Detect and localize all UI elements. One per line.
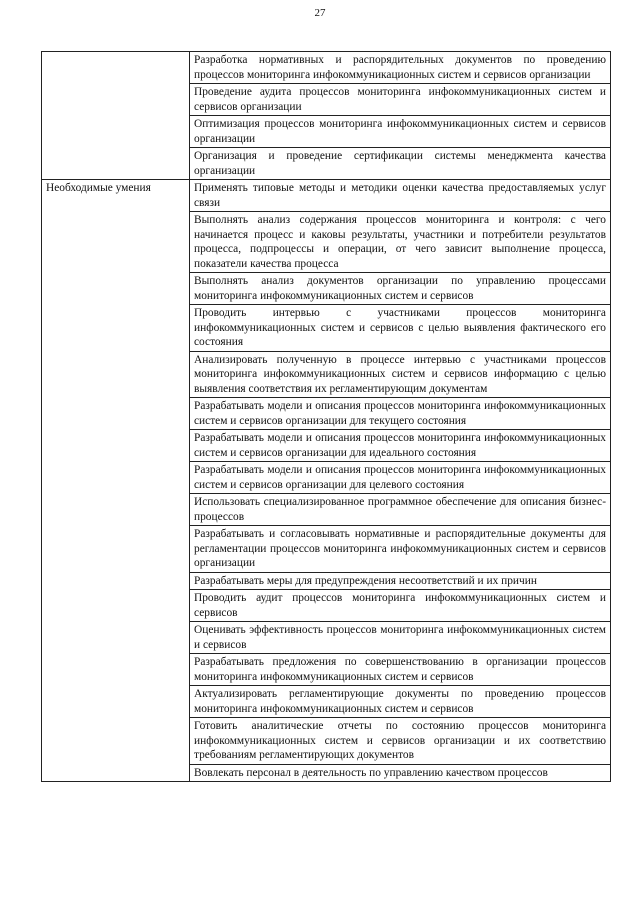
table-cell: Оптимизация процессов мониторинга инфокоммуникационных систем и сервисов организации [190, 116, 611, 148]
table-cell: Использовать специализированное программное обеспечение для описания бизнес-процессов [190, 494, 611, 526]
table-cell: Вовлекать персонал в деятельность по управлению качеством процессов [190, 764, 611, 782]
table-cell: Проводить аудит процессов мониторинга инфокоммуникационных систем и сервисов [190, 590, 611, 622]
table-cell: Актуализировать регламентирующие документы по проведению процессов мониторинга инфокоммуникационных систем и сервисов [190, 686, 611, 718]
table-cell: Проведение аудита процессов мониторинга инфокоммуникационных систем и сервисов организации [190, 84, 611, 116]
table-cell: Разрабатывать модели и описания процессов мониторинга инфокоммуникационных систем и сервисов организации для идеального состояния [190, 430, 611, 462]
table-cell: Выполнять анализ документов организации по управлению процессами мониторинга инфокоммуникационных систем и сервисов [190, 273, 611, 305]
row-label-skills: Необходимые умения [42, 180, 190, 782]
table-row [42, 52, 611, 84]
table-cell: Разрабатывать модели и описания процессов мониторинга инфокоммуникационных систем и сервисов организации для целевого состояния [190, 462, 611, 494]
table-cell: Готовить аналитические отчеты по состоянию процессов мониторинга инфокоммуникационных систем и сервисов организации и их соответствию требованиям регламентирующих документов [190, 718, 611, 765]
table-body [42, 52, 611, 782]
table-cell: Разработка нормативных и распорядительных документов по проведению процессов мониторинга инфокоммуникационных систем и сервисов организации [190, 52, 611, 84]
table-cell: Применять типовые методы и методики оценки качества предоставляемых услуг связи [190, 180, 611, 212]
page-number: 27 [314, 7, 326, 19]
table-cell: Организация и проведение сертификации системы менеджмента качества организации [190, 148, 611, 180]
table-cell: Разрабатывать и согласовывать нормативные и распорядительные документы для регламентации процессов мониторинга инфокоммуникационных систем и сервисов организации [190, 526, 611, 573]
table-cell: Разрабатывать модели и описания процессов мониторинга инфокоммуникационных систем и сервисов организации для текущего состояния [190, 398, 611, 430]
competency-table [41, 51, 611, 782]
table-cell: Разрабатывать предложения по совершенствованию в организации процессов мониторинга инфокоммуникационных систем и сервисов [190, 654, 611, 686]
table-cell: Анализировать полученную в процессе интервью с участниками процессов мониторинга инфокоммуникационных систем и сервисов информацию с целью выявления соответствия их регламентирующим документам [190, 351, 611, 398]
table-cell: Разрабатывать меры для предупреждения несоответствий и их причин [190, 572, 611, 590]
table-cell: Выполнять анализ содержания процессов мониторинга и контроля: с чего начинается процесс и каковы результаты, участники и потребители результатов процесса, подпроцессы и операции, от чего зависит выполнение процесса, показатели качества процесса [190, 212, 611, 273]
table-row [42, 180, 611, 212]
row-label-empty [42, 52, 190, 180]
table-cell: Проводить интервью с участниками процессов мониторинга инфокоммуникационных систем и сервисов с целью выявления фактического его состояния [190, 305, 611, 352]
table-cell: Оценивать эффективность процессов мониторинга инфокоммуникационных систем и сервисов [190, 622, 611, 654]
